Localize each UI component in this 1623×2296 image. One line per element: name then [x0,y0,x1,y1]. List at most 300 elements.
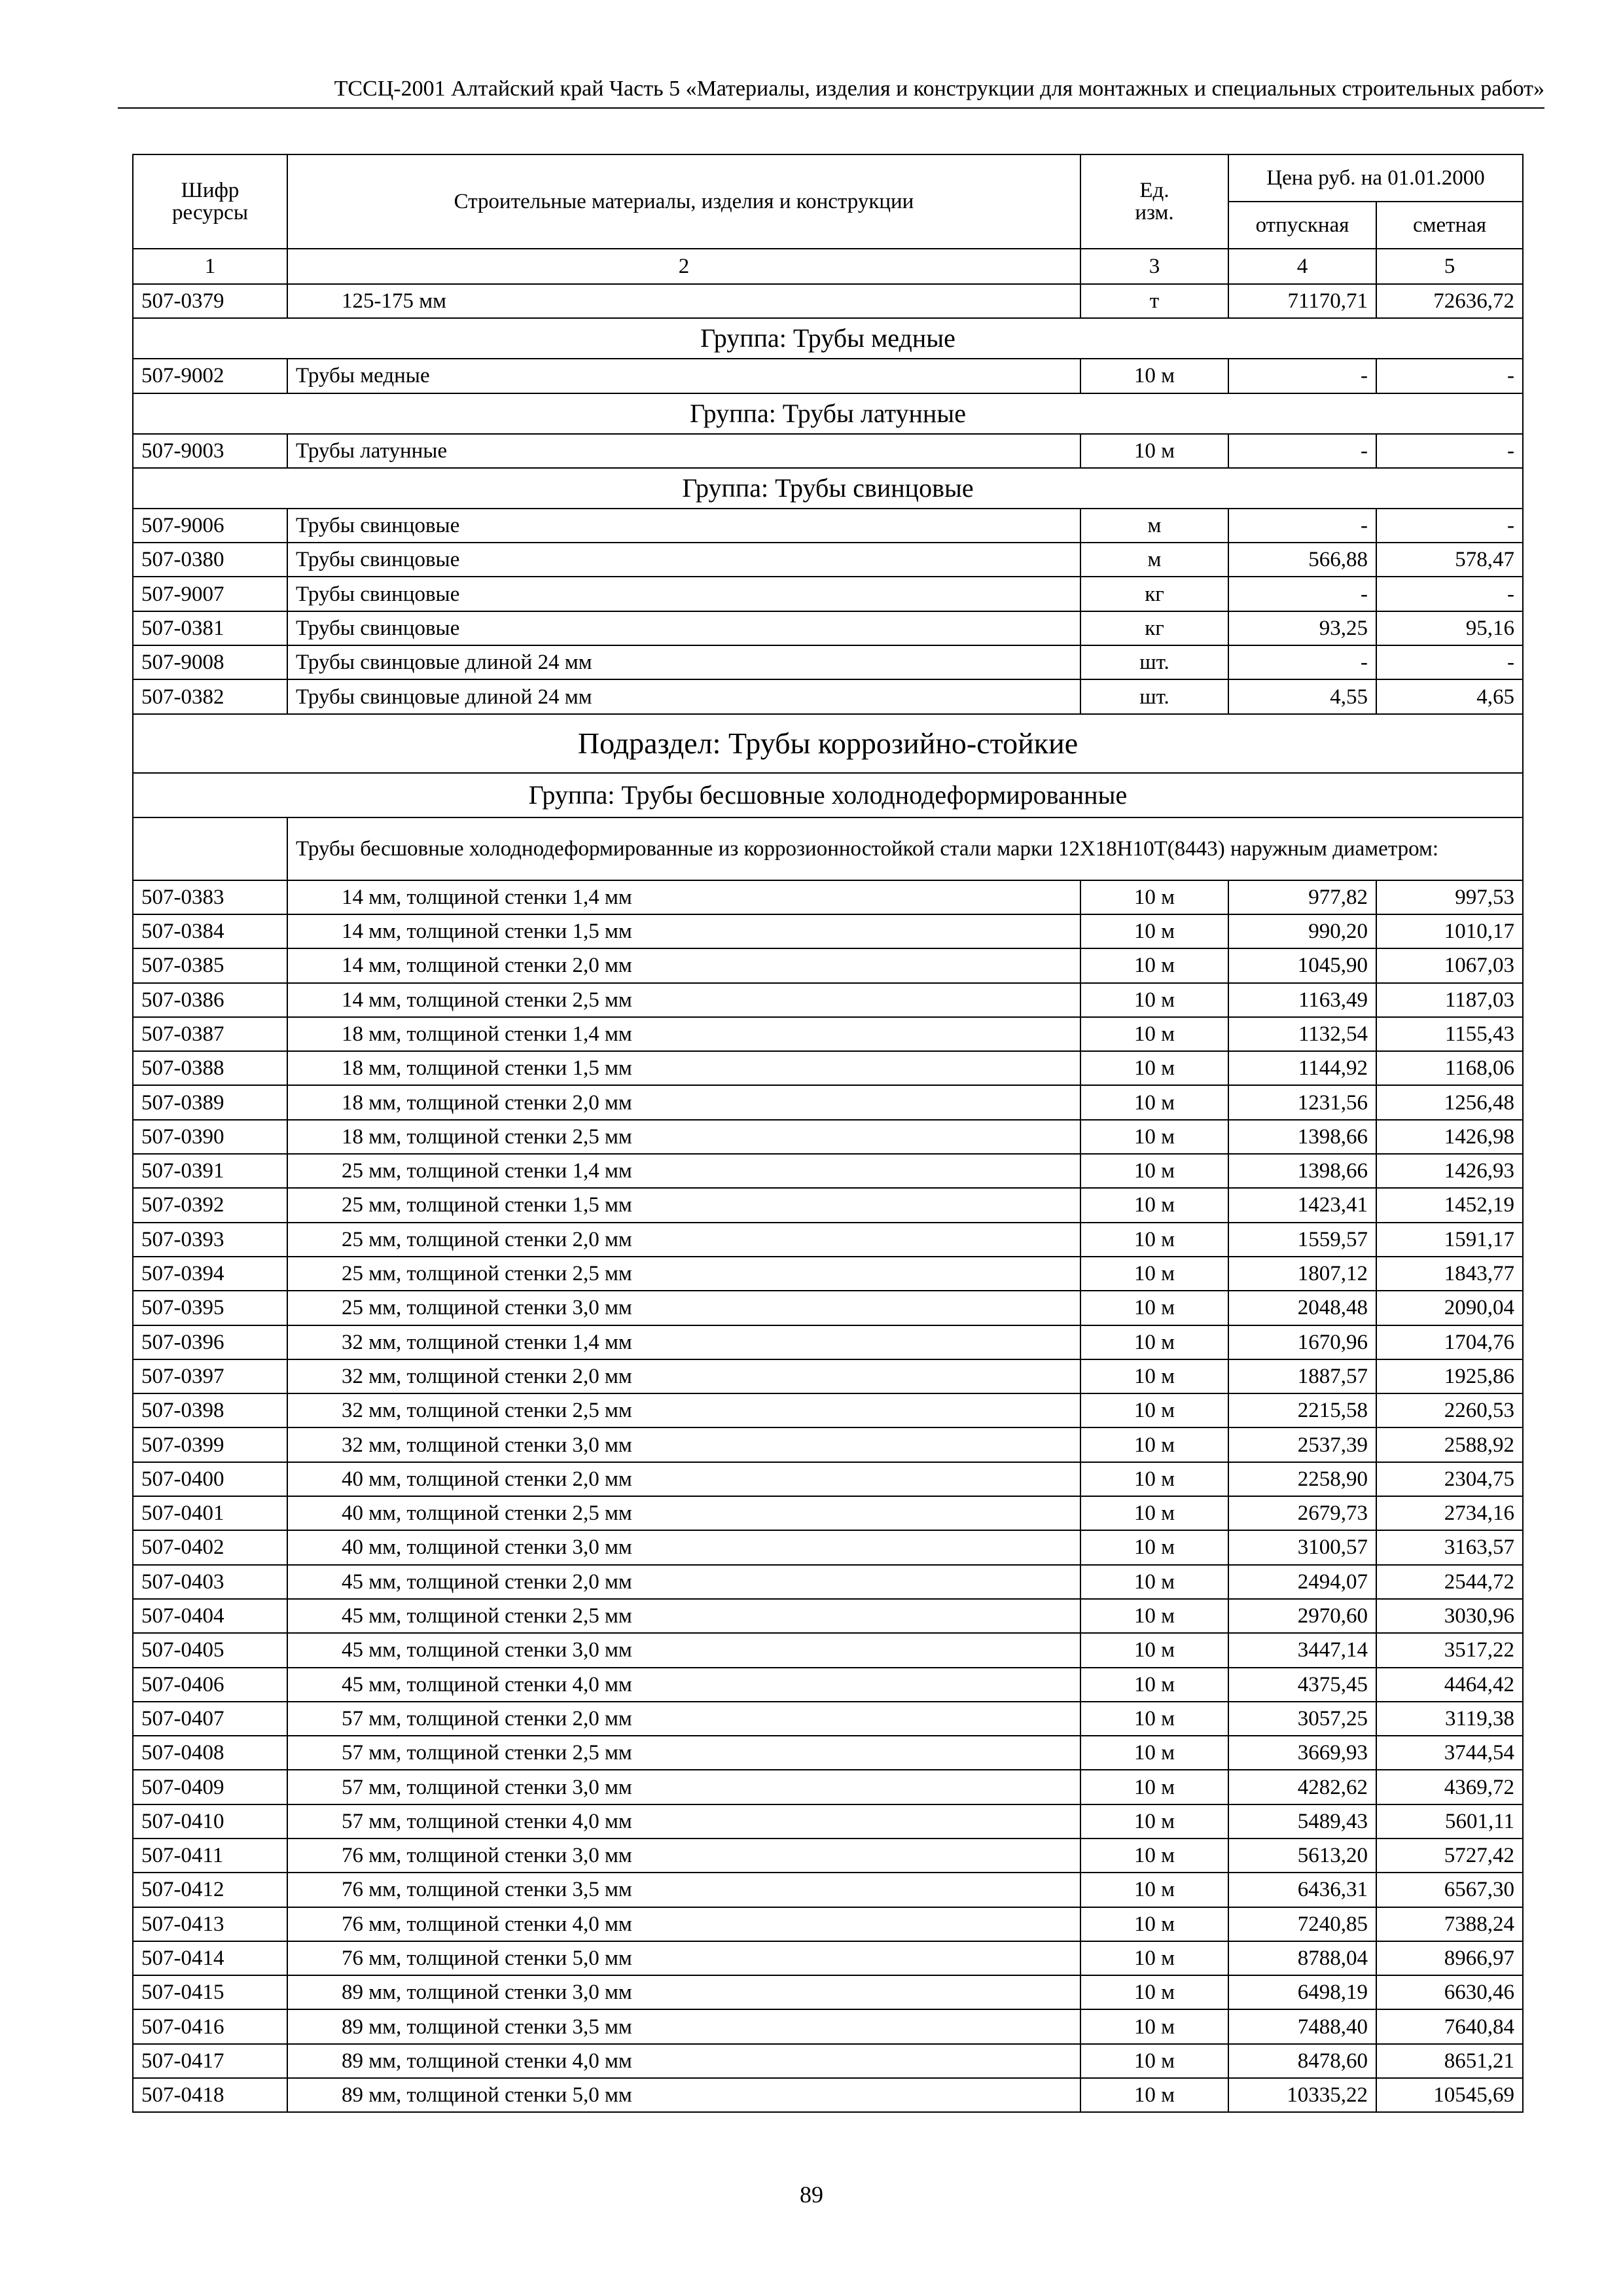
resource-unit: 10 м [1080,1941,1228,1975]
price-release: 8478,60 [1228,2044,1376,2078]
resource-code: 507-0383 [133,880,287,914]
resource-unit: 10 м [1080,359,1228,393]
price-estimate: - [1376,645,1523,679]
table-row [133,1085,1523,1119]
table-row [133,1530,1523,1564]
price-estimate: 8966,97 [1376,1941,1523,1975]
resource-name: 89 мм, толщиной стенки 5,0 мм [287,2078,1080,2112]
price-estimate: 1067,03 [1376,948,1523,982]
resource-unit: 10 м [1080,1839,1228,1873]
price-estimate: 4464,42 [1376,1668,1523,1702]
price-table [132,154,1524,2113]
table-row [133,1565,1523,1599]
price-estimate: - [1376,577,1523,611]
price-estimate: 3119,38 [1376,1702,1523,1736]
price-release: 71170,71 [1228,284,1376,318]
resource-unit: 10 м [1080,1325,1228,1359]
table-row [133,1873,1523,1907]
price-estimate: 3517,22 [1376,1633,1523,1667]
resource-name: Трубы свинцовые [287,577,1080,611]
resource-code: 507-9003 [133,434,287,468]
group-title: Группа: Трубы латунные [133,393,1523,434]
column-number: 4 [1228,249,1376,284]
group-title: Группа: Трубы бесшовные холоднодеформированные [133,773,1523,817]
price-estimate: 95,16 [1376,611,1523,645]
price-release: 8788,04 [1228,1941,1376,1975]
resource-code: 507-0410 [133,1804,287,1839]
table-row [133,1257,1523,1291]
resource-code: 507-0390 [133,1120,287,1154]
resource-name: 32 мм, толщиной стенки 2,5 мм [287,1393,1080,1427]
table-row [133,1051,1523,1085]
resource-name: 25 мм, толщиной стенки 1,5 мм [287,1188,1080,1222]
resource-name: 45 мм, толщиной стенки 3,0 мм [287,1633,1080,1667]
price-release: 990,20 [1228,914,1376,948]
resource-unit: 10 м [1080,1804,1228,1839]
resource-unit: 10 м [1080,948,1228,982]
header-name: Строительные материалы, изделия и конструкции [287,154,1080,249]
table-row [133,611,1523,645]
resource-name: Трубы свинцовые [287,543,1080,577]
resource-unit: 10 м [1080,1907,1228,1941]
resource-unit: м [1080,543,1228,577]
resource-code: 507-0388 [133,1051,287,1085]
table-row [133,1804,1523,1839]
price-release: 5613,20 [1228,1839,1376,1873]
resource-code: 507-9008 [133,645,287,679]
resource-unit: 10 м [1080,2078,1228,2112]
resource-code: 507-0384 [133,914,287,948]
price-table-body [133,154,1523,2112]
price-release: 3669,93 [1228,1736,1376,1770]
resource-name: 14 мм, толщиной стенки 1,5 мм [287,914,1080,948]
resource-code: 507-0414 [133,1941,287,1975]
resource-name: 57 мм, толщиной стенки 2,0 мм [287,1702,1080,1736]
resource-name: Трубы латунные [287,434,1080,468]
resource-name: Трубы свинцовые [287,509,1080,543]
price-estimate: 2734,16 [1376,1496,1523,1530]
price-estimate: 2260,53 [1376,1393,1523,1427]
resource-name: 18 мм, толщиной стенки 2,0 мм [287,1085,1080,1119]
price-release: 1132,54 [1228,1017,1376,1051]
resource-name: 76 мм, толщиной стенки 4,0 мм [287,1907,1080,1941]
resource-unit: 10 м [1080,1120,1228,1154]
resource-code: 507-0397 [133,1359,287,1393]
price-estimate: 7388,24 [1376,1907,1523,1941]
price-estimate: 4,65 [1376,679,1523,713]
resource-unit: 10 м [1080,1051,1228,1085]
document-title: ТССЦ-2001 Алтайский край Часть 5 «Материалы, изделия и конструкции для монтажных и специальных строительных работ» [334,77,1544,101]
price-release: - [1228,434,1376,468]
table-row [133,577,1523,611]
price-estimate: 578,47 [1376,543,1523,577]
resource-unit: 10 м [1080,1291,1228,1325]
table-row [133,1462,1523,1496]
resource-code: 507-0407 [133,1702,287,1736]
price-estimate: 1843,77 [1376,1257,1523,1291]
resource-code: 507-0412 [133,1873,287,1907]
resource-name: 14 мм, толщиной стенки 2,0 мм [287,948,1080,982]
resource-code: 507-0395 [133,1291,287,1325]
resource-unit: 10 м [1080,1154,1228,1188]
table-row [133,1325,1523,1359]
resource-unit: шт. [1080,645,1228,679]
column-number: 2 [287,249,1080,284]
subsection-title: Подраздел: Трубы коррозийно-стойкие [133,714,1523,773]
price-release: 2258,90 [1228,1462,1376,1496]
table-row [133,1496,1523,1530]
resource-unit: 10 м [1080,1393,1228,1427]
resource-name: 32 мм, толщиной стенки 3,0 мм [287,1427,1080,1462]
table-row [133,914,1523,948]
price-estimate: 997,53 [1376,880,1523,914]
resource-name: 125-175 мм [287,284,1080,318]
resource-code: 507-0402 [133,1530,287,1564]
resource-code: 507-0393 [133,1223,287,1257]
resource-unit: шт. [1080,679,1228,713]
table-row [133,880,1523,914]
resource-unit: кг [1080,611,1228,645]
resource-unit: м [1080,509,1228,543]
price-release: 1887,57 [1228,1359,1376,1393]
resource-code: 507-0398 [133,1393,287,1427]
resource-name: 25 мм, толщиной стенки 1,4 мм [287,1154,1080,1188]
subsection-heading [133,714,1523,773]
price-estimate: 1426,93 [1376,1154,1523,1188]
group-title: Группа: Трубы медные [133,318,1523,359]
price-estimate: 8651,21 [1376,2044,1523,2078]
resource-name: 57 мм, толщиной стенки 2,5 мм [287,1736,1080,1770]
table-row [133,2078,1523,2112]
price-release: 1423,41 [1228,1188,1376,1222]
header-price: Цена руб. на 01.01.2000 [1228,154,1523,202]
resource-unit: 10 м [1080,1462,1228,1496]
page-header [118,73,1544,109]
price-estimate: 1704,76 [1376,1325,1523,1359]
resource-unit: 10 м [1080,1188,1228,1222]
resource-name: 76 мм, толщиной стенки 5,0 мм [287,1941,1080,1975]
table-header-row-1 [133,154,1523,202]
resource-name: 18 мм, толщиной стенки 1,4 мм [287,1017,1080,1051]
price-estimate: - [1376,359,1523,393]
price-release: 7488,40 [1228,2009,1376,2043]
column-number: 5 [1376,249,1523,284]
resource-code: 507-0409 [133,1770,287,1804]
price-estimate: 5601,11 [1376,1804,1523,1839]
resource-unit: 10 м [1080,1599,1228,1633]
table-row [133,1188,1523,1222]
price-release: 5489,43 [1228,1804,1376,1839]
resource-code: 507-0415 [133,1975,287,2009]
resource-unit: 10 м [1080,1085,1228,1119]
resource-name: 45 мм, толщиной стенки 2,5 мм [287,1599,1080,1633]
resource-name: 89 мм, толщиной стенки 4,0 мм [287,2044,1080,2078]
resource-unit: 10 м [1080,1668,1228,1702]
resource-code: 507-0389 [133,1085,287,1119]
resource-code: 507-0399 [133,1427,287,1462]
resource-code: 507-0406 [133,1668,287,1702]
column-number: 1 [133,249,287,284]
resource-code: 507-0392 [133,1188,287,1222]
table-row [133,1770,1523,1804]
price-release: 1231,56 [1228,1085,1376,1119]
resource-code: 507-0403 [133,1565,287,1599]
header-unit: Ед. изм. [1080,154,1228,249]
table-row [133,509,1523,543]
resource-unit: 10 м [1080,1702,1228,1736]
page-number: 89 [800,2181,823,2208]
price-release: 1045,90 [1228,948,1376,982]
resource-name: 40 мм, толщиной стенки 3,0 мм [287,1530,1080,1564]
resource-name: 89 мм, толщиной стенки 3,5 мм [287,2009,1080,2043]
resource-name: 76 мм, толщиной стенки 3,0 мм [287,1839,1080,1873]
table-row [133,1975,1523,2009]
resource-code: 507-0381 [133,611,287,645]
price-release: 3447,14 [1228,1633,1376,1667]
price-estimate: 1010,17 [1376,914,1523,948]
resource-name: Трубы свинцовые длиной 24 мм [287,679,1080,713]
price-release: 1398,66 [1228,1154,1376,1188]
resource-name: 25 мм, толщиной стенки 2,0 мм [287,1223,1080,1257]
table-row [133,2044,1523,2078]
resource-unit: 10 м [1080,914,1228,948]
resource-code: 507-9006 [133,509,287,543]
table-row [133,1702,1523,1736]
resource-name: 40 мм, толщиной стенки 2,5 мм [287,1496,1080,1530]
price-release: 3100,57 [1228,1530,1376,1564]
group-title: Группа: Трубы свинцовые [133,468,1523,509]
resource-unit: 10 м [1080,1565,1228,1599]
resource-unit: 10 м [1080,880,1228,914]
resource-unit: 10 м [1080,1427,1228,1462]
resource-code: 507-0413 [133,1907,287,1941]
resource-code: 507-0404 [133,1599,287,1633]
price-estimate: 2544,72 [1376,1565,1523,1599]
group-description: Трубы бесшовные холоднодеформированные из коррозионностойкой стали марки 12Х18Н10Т(8443) наружным диаметром: [287,817,1523,880]
resource-name: 45 мм, толщиной стенки 4,0 мм [287,1668,1080,1702]
group-heading-lead [133,468,1523,509]
resource-name: Трубы медные [287,359,1080,393]
table-row [133,1120,1523,1154]
resource-name: 32 мм, толщиной стенки 1,4 мм [287,1325,1080,1359]
column-number: 3 [1080,249,1228,284]
price-release: 3057,25 [1228,1702,1376,1736]
table-row [133,1633,1523,1667]
price-release: 2048,48 [1228,1291,1376,1325]
resource-code: 507-9002 [133,359,287,393]
price-release: 6498,19 [1228,1975,1376,2009]
price-release: 10335,22 [1228,2078,1376,2112]
price-release: 4,55 [1228,679,1376,713]
price-release: 2970,60 [1228,1599,1376,1633]
resource-unit: 10 м [1080,2009,1228,2043]
resource-unit: 10 м [1080,1975,1228,2009]
table-row [133,1154,1523,1188]
price-estimate: 1155,43 [1376,1017,1523,1051]
price-estimate: 1591,17 [1376,1223,1523,1257]
resource-name: 89 мм, толщиной стенки 3,0 мм [287,1975,1080,2009]
resource-name: 14 мм, толщиной стенки 2,5 мм [287,983,1080,1017]
table-row [133,679,1523,713]
price-release: - [1228,645,1376,679]
resource-unit: т [1080,284,1228,318]
price-estimate: 72636,72 [1376,284,1523,318]
price-release: 977,82 [1228,880,1376,914]
resource-unit: 10 м [1080,983,1228,1017]
price-release: 2215,58 [1228,1393,1376,1427]
table-row [133,284,1523,318]
table-row [133,359,1523,393]
price-estimate: 6567,30 [1376,1873,1523,1907]
price-release: 1163,49 [1228,983,1376,1017]
price-release: 4375,45 [1228,1668,1376,1702]
resource-code: 507-0405 [133,1633,287,1667]
price-release: 93,25 [1228,611,1376,645]
resource-code: 507-0382 [133,679,287,713]
price-release: 2494,07 [1228,1565,1376,1599]
table-row [133,1941,1523,1975]
price-release: 566,88 [1228,543,1376,577]
header-price-release: отпускная [1228,202,1376,249]
resource-code: 507-0400 [133,1462,287,1496]
resource-unit: 10 м [1080,1359,1228,1393]
price-release: - [1228,359,1376,393]
resource-name: 18 мм, толщиной стенки 1,5 мм [287,1051,1080,1085]
table-row [133,1668,1523,1702]
resource-code: 507-0417 [133,2044,287,2078]
resource-name: 25 мм, толщиной стенки 3,0 мм [287,1291,1080,1325]
price-estimate: 3163,57 [1376,1530,1523,1564]
resource-unit: 10 м [1080,1633,1228,1667]
resource-code: 507-0418 [133,2078,287,2112]
resource-code: 507-0408 [133,1736,287,1770]
price-estimate: 2090,04 [1376,1291,1523,1325]
price-estimate: 1452,19 [1376,1188,1523,1222]
header-rule [118,107,1544,109]
resource-code: 507-0416 [133,2009,287,2043]
price-estimate: 7640,84 [1376,2009,1523,2043]
price-estimate: 10545,69 [1376,2078,1523,2112]
group-heading-brass [133,393,1523,434]
resource-unit: кг [1080,577,1228,611]
price-estimate: 1187,03 [1376,983,1523,1017]
resource-code: 507-0386 [133,983,287,1017]
price-release: 7240,85 [1228,1907,1376,1941]
table-row [133,645,1523,679]
table-row [133,1223,1523,1257]
empty-code-cell [133,817,287,880]
table-row [133,1907,1523,1941]
resource-unit: 10 м [1080,1223,1228,1257]
resource-code: 507-0396 [133,1325,287,1359]
resource-code: 507-9007 [133,577,287,611]
price-estimate: 1168,06 [1376,1051,1523,1085]
table-row [133,1359,1523,1393]
price-release: 1670,96 [1228,1325,1376,1359]
resource-unit: 10 м [1080,1257,1228,1291]
resource-name: 76 мм, толщиной стенки 3,5 мм [287,1873,1080,1907]
resource-code: 507-0391 [133,1154,287,1188]
resource-code: 507-0411 [133,1839,287,1873]
price-release: 2679,73 [1228,1496,1376,1530]
resource-code: 507-0385 [133,948,287,982]
resource-name: 18 мм, толщиной стенки 2,5 мм [287,1120,1080,1154]
table-row [133,2009,1523,2043]
resource-name: 40 мм, толщиной стенки 2,0 мм [287,1462,1080,1496]
table-row [133,543,1523,577]
price-estimate: 1426,98 [1376,1120,1523,1154]
table-row [133,948,1523,982]
price-estimate: - [1376,434,1523,468]
resource-name: 57 мм, толщиной стенки 3,0 мм [287,1770,1080,1804]
price-estimate: 3030,96 [1376,1599,1523,1633]
table-row [133,1427,1523,1462]
resource-name: 25 мм, толщиной стенки 2,5 мм [287,1257,1080,1291]
price-estimate: 4369,72 [1376,1770,1523,1804]
price-release: 2537,39 [1228,1427,1376,1462]
price-estimate: 6630,46 [1376,1975,1523,2009]
resource-code: 507-0379 [133,284,287,318]
price-release: 6436,31 [1228,1873,1376,1907]
resource-name: 14 мм, толщиной стенки 1,4 мм [287,880,1080,914]
resource-name: Трубы свинцовые [287,611,1080,645]
resource-unit: 10 м [1080,1530,1228,1564]
resource-code: 507-0387 [133,1017,287,1051]
table-row [133,1291,1523,1325]
resource-unit: 10 м [1080,1770,1228,1804]
resource-name: 45 мм, толщиной стенки 2,0 мм [287,1565,1080,1599]
resource-code: 507-0380 [133,543,287,577]
price-estimate: 2304,75 [1376,1462,1523,1496]
table-row [133,1736,1523,1770]
resource-name: Трубы свинцовые длиной 24 мм [287,645,1080,679]
header-price-estimate: сметная [1376,202,1523,249]
group-heading-seamless [133,773,1523,817]
price-release: 1559,57 [1228,1223,1376,1257]
price-release: 4282,62 [1228,1770,1376,1804]
resource-unit: 10 м [1080,434,1228,468]
price-estimate: 2588,92 [1376,1427,1523,1462]
resource-unit: 10 м [1080,1736,1228,1770]
resource-unit: 10 м [1080,2044,1228,2078]
resource-unit: 10 м [1080,1017,1228,1051]
column-numbers-row [133,249,1523,284]
price-estimate: 3744,54 [1376,1736,1523,1770]
price-release: - [1228,577,1376,611]
header-code: Шифр ресурсы [133,154,287,249]
group-heading-copper [133,318,1523,359]
price-release: - [1228,509,1376,543]
table-row [133,1599,1523,1633]
resource-code: 507-0401 [133,1496,287,1530]
table-row [133,434,1523,468]
resource-unit: 10 м [1080,1496,1228,1530]
resource-code: 507-0394 [133,1257,287,1291]
price-estimate: - [1376,509,1523,543]
price-release: 1144,92 [1228,1051,1376,1085]
resource-unit: 10 м [1080,1873,1228,1907]
resource-name: 32 мм, толщиной стенки 2,0 мм [287,1359,1080,1393]
table-row [133,1017,1523,1051]
price-estimate: 1925,86 [1376,1359,1523,1393]
price-release: 1398,66 [1228,1120,1376,1154]
table-row [133,1393,1523,1427]
resource-name: 57 мм, толщиной стенки 4,0 мм [287,1804,1080,1839]
price-estimate: 5727,42 [1376,1839,1523,1873]
price-release: 1807,12 [1228,1257,1376,1291]
table-row [133,983,1523,1017]
table-row [133,1839,1523,1873]
